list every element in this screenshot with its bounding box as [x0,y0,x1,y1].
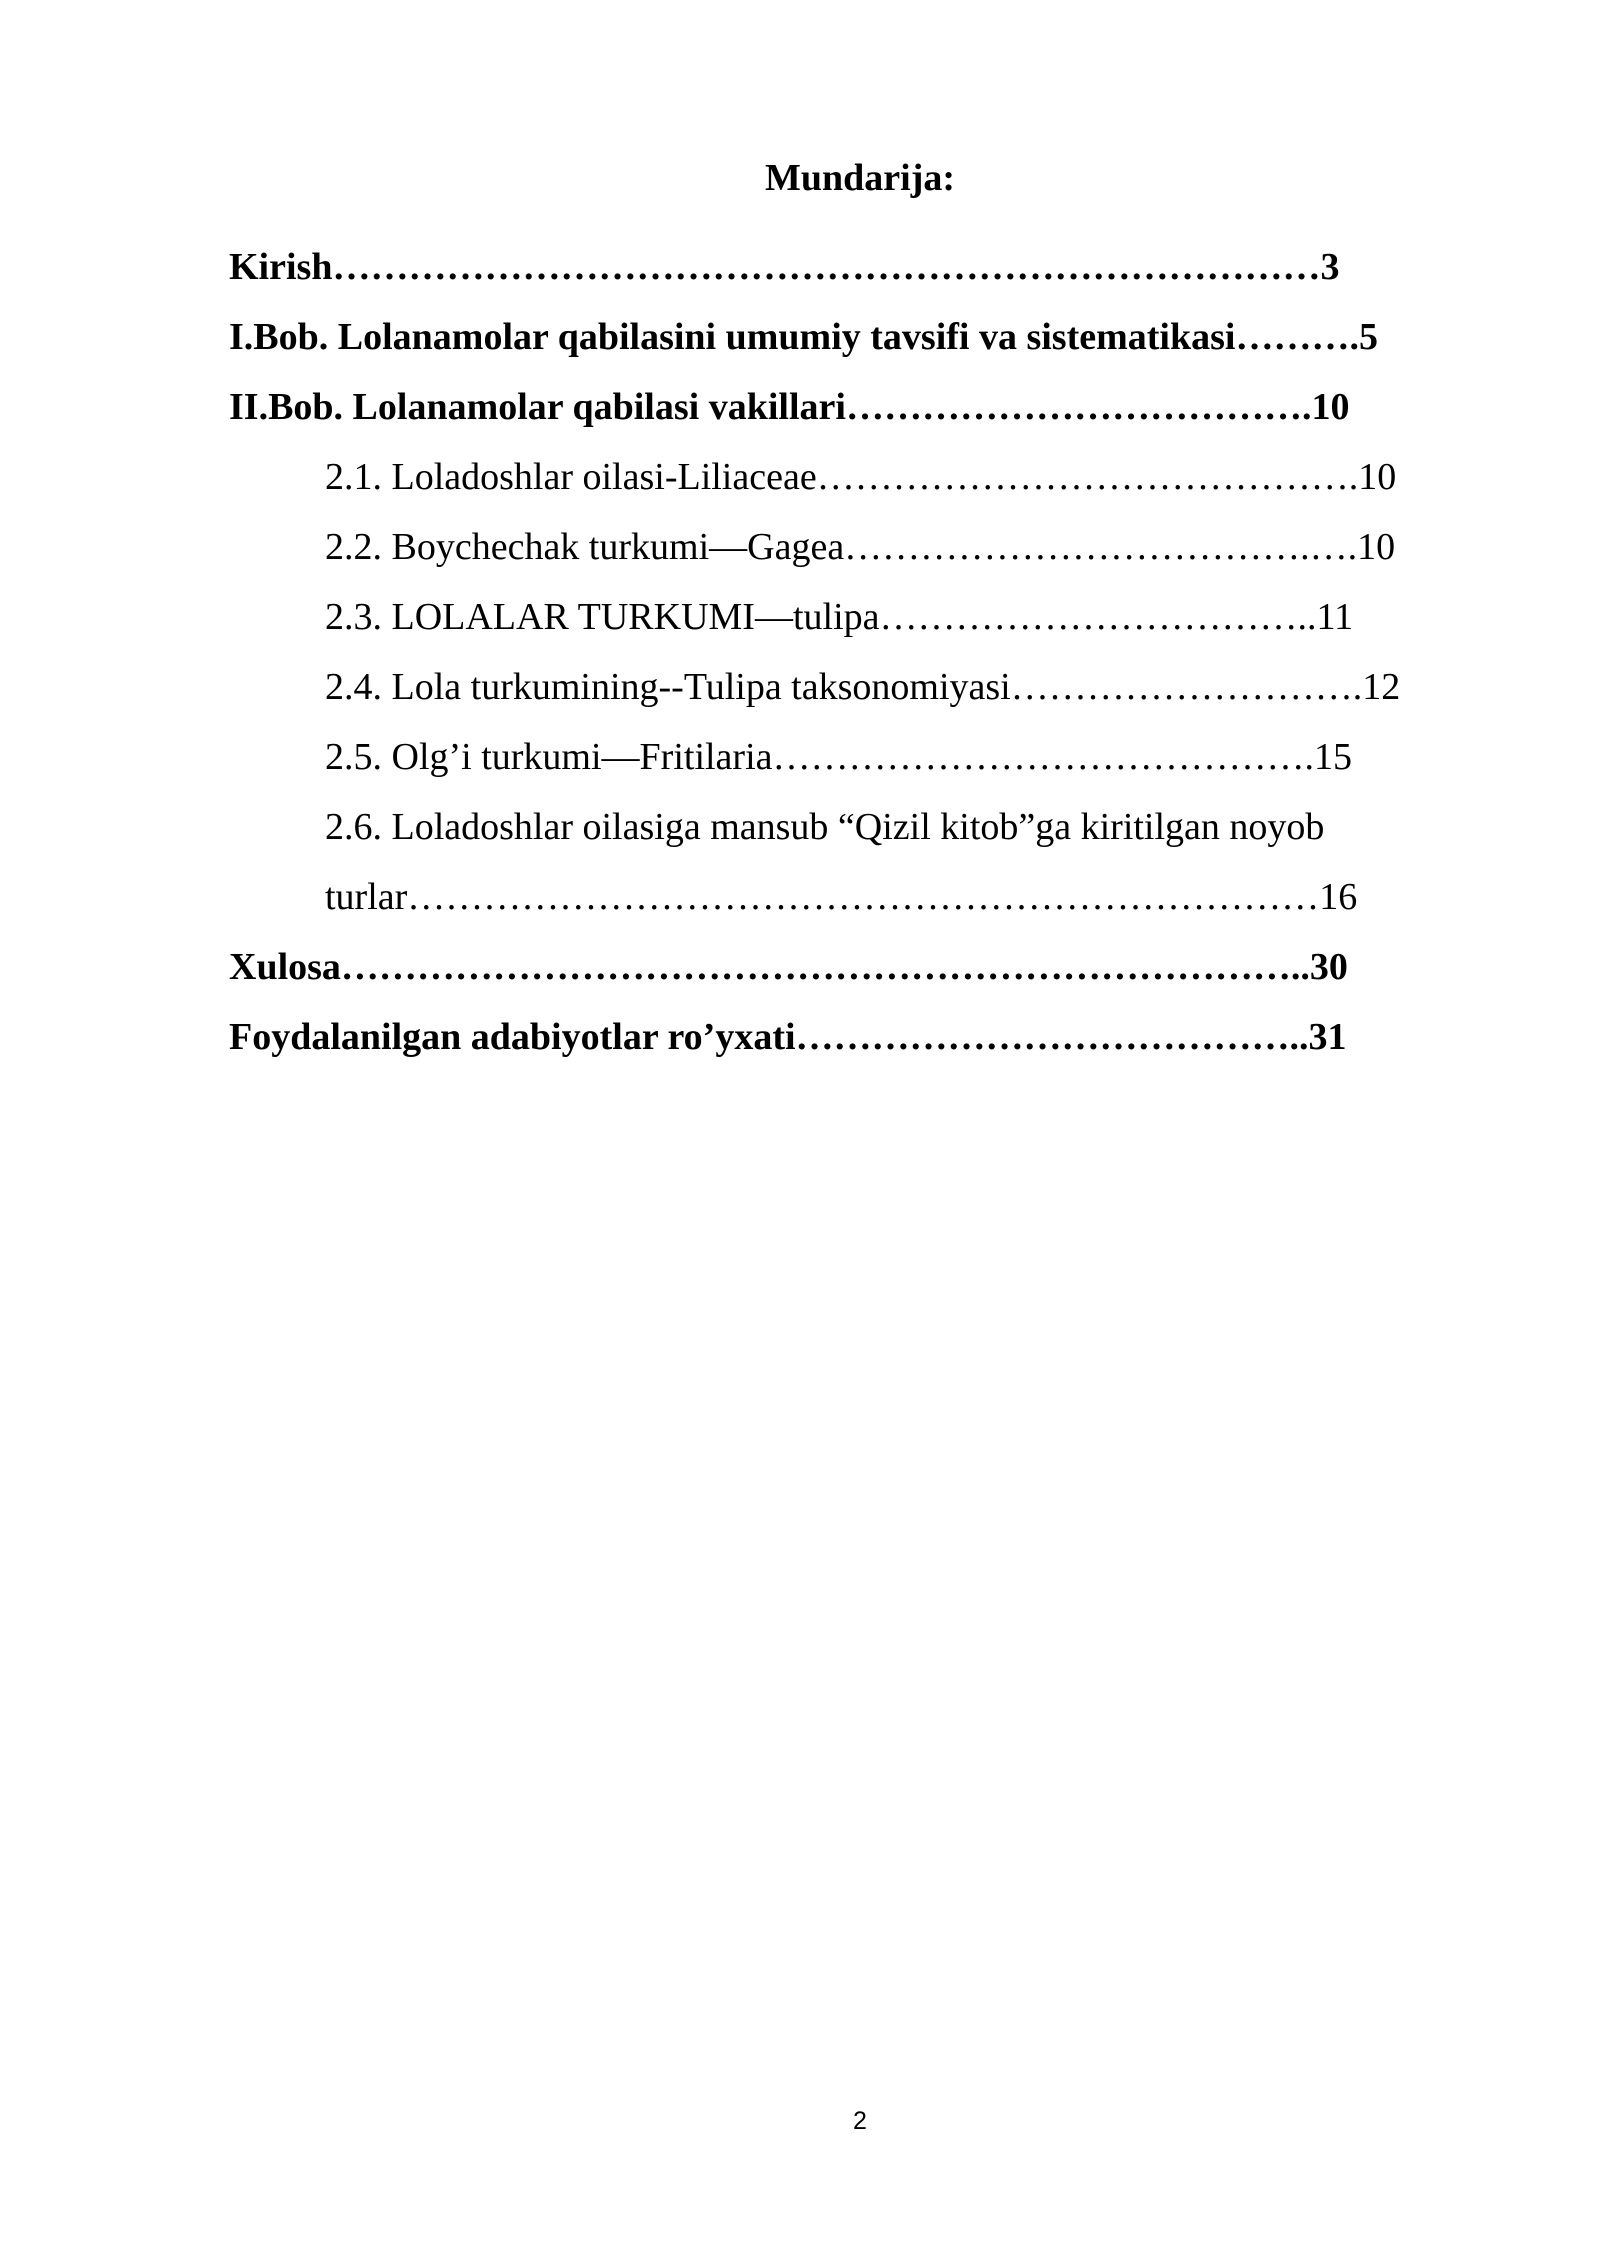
toc-entry-section-2-5: 2.5. Olg’i turkumi—Fritilaria…………………………………….15 [325,736,1353,778]
page-title: Mundarija: [765,157,955,199]
toc-entry-section-2-2: 2.2. Boychechak turkumi—Gagea……………………………….….10 [325,526,1396,568]
page-number: 2 [853,2107,867,2135]
toc-entry-section-2-4: 2.4. Lola turkumining--Tulipa taksonomiyasi……………………….12 [325,666,1401,708]
toc-entry-section-2-1: 2.1. Loladoshlar oilasi-Liliaceae…………………………………….10 [325,456,1397,498]
toc-entry-xulosa: Xulosa…………………………………………………………………..30 [229,946,1348,988]
toc-entry-section-2-3: 2.3. LOLALAR TURKUMI—tulipa……………………………..11 [325,596,1354,638]
toc-entry-kirish: Kirish……………………………………………………………………3 [229,246,1340,288]
toc-entry-section-2-6: 2.6. Loladoshlar oilasiga mansub “Qizil kitob”ga kiritilgan noyob [325,806,1325,848]
toc-entry-section-2-6-continued: turlar………………………………………………………………16 [325,876,1358,918]
toc-entry-references: Foydalanilgan adabiyotlar ro’yxati…………………………………..31 [229,1016,1347,1058]
toc-entry-chapter-2: II.Bob. Lolanamolar qabilasi vakillari……………………………….10 [229,386,1350,428]
toc-entry-chapter-1: I.Bob. Lolanamolar qabilasini umumiy tavsifi va sistematikasi……….5 [229,316,1378,358]
